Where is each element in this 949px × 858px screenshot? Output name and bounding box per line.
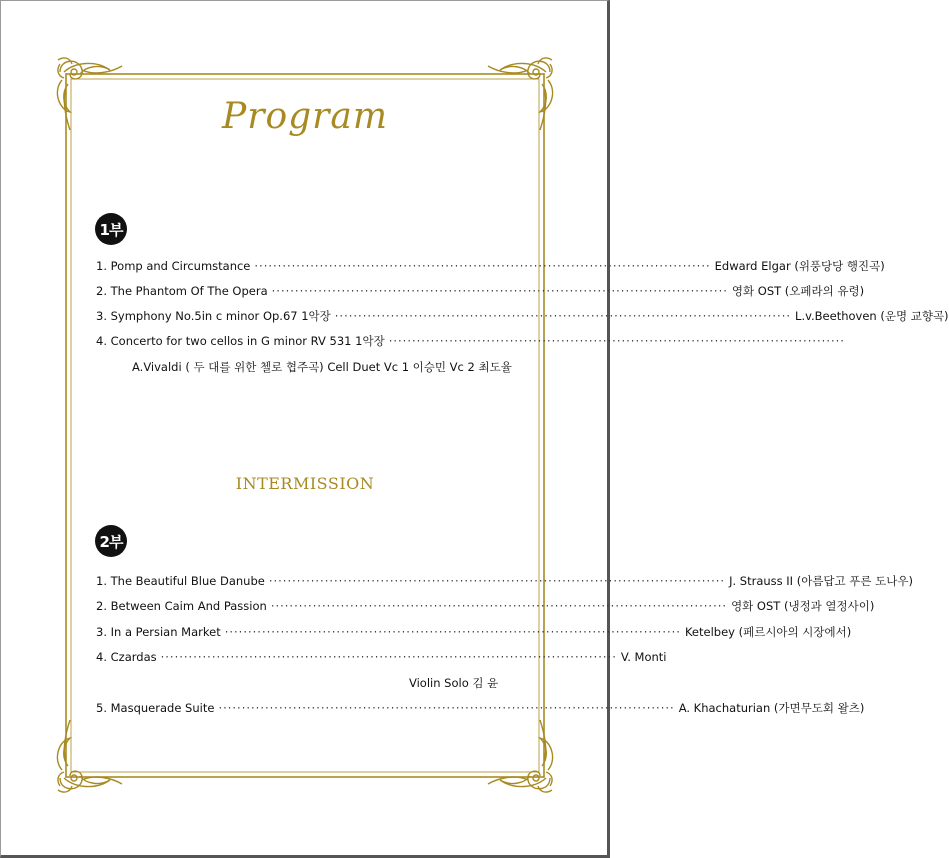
dot-leader: ·································································································· <box>270 599 728 613</box>
program-item <box>96 259 885 273</box>
item-title: 2. The Phantom Of The Opera <box>96 284 268 298</box>
program-item <box>96 650 667 664</box>
item-title: 3. In a Persian Market <box>96 625 221 639</box>
item-composer: Ketelbey (페르시아의 시장에서) <box>684 625 852 639</box>
dot-leader: ·································································································· <box>218 701 675 715</box>
program-item <box>96 599 875 613</box>
item-composer: A. Khachaturian (가면무도회 왈츠) <box>678 701 865 715</box>
dot-leader: ·································································································· <box>334 309 792 323</box>
item-composer: V. Monti <box>620 650 667 664</box>
item-title: 1. The Beautiful Blue Danube <box>96 574 265 588</box>
item-composer: J. Strauss II (아름답고 푸른 도나우) <box>729 574 913 588</box>
item-composer: 영화 OST (오페라의 유령) <box>731 284 865 298</box>
item-title: 3. Symphony No.5in c minor Op.67 1악장 <box>96 309 331 323</box>
part-1-badge: 1부 <box>95 213 127 245</box>
item-title: 4. Concerto for two cellos in G minor RV 531 1악장 <box>96 334 385 348</box>
dot-leader: ·································································································· <box>268 574 726 588</box>
program-item <box>96 701 865 715</box>
soloist-credit: Violin Solo 김 윤 <box>409 676 499 690</box>
program-item <box>96 625 852 639</box>
dot-leader: ·································································································· <box>254 259 711 273</box>
dot-leader: ·································································································· <box>224 625 681 639</box>
item-title: 2. Between Caim And Passion <box>96 599 267 613</box>
dot-leader: ·································································································· <box>271 284 728 298</box>
program-title: Program <box>222 96 388 137</box>
item-composer: L.v.Beethoven (운명 교향곡) <box>795 309 949 323</box>
frame-inner-line <box>71 79 539 772</box>
item-title: 1. Pomp and Circumstance <box>96 259 251 273</box>
item-composer: 영화 OST (냉정과 열정사이) <box>731 599 875 613</box>
dot-leader: ·································································································· <box>160 650 617 664</box>
intermission-label: INTERMISSION <box>235 474 375 493</box>
dot-leader: ·································································································· <box>388 334 845 348</box>
frame-outer-line <box>66 74 544 777</box>
program-item <box>96 574 913 588</box>
item-title: 4. Czardas <box>96 650 157 664</box>
program-item <box>96 334 845 348</box>
part-2-badge: 2부 <box>95 525 127 557</box>
corner-flourish-bottom-right <box>488 720 553 792</box>
program-item <box>96 309 949 323</box>
item-composer: Edward Elgar (위풍당당 행진곡) <box>714 259 885 273</box>
item-title: 5. Masquerade Suite <box>96 701 215 715</box>
program-item <box>96 284 865 298</box>
item-continuation: A.Vivaldi ( 두 대를 위한 첼로 협주곡) Cell Duet Vc 1 이승민 Vc 2 최도율 <box>132 360 512 374</box>
corner-flourish-bottom-left <box>57 720 122 792</box>
